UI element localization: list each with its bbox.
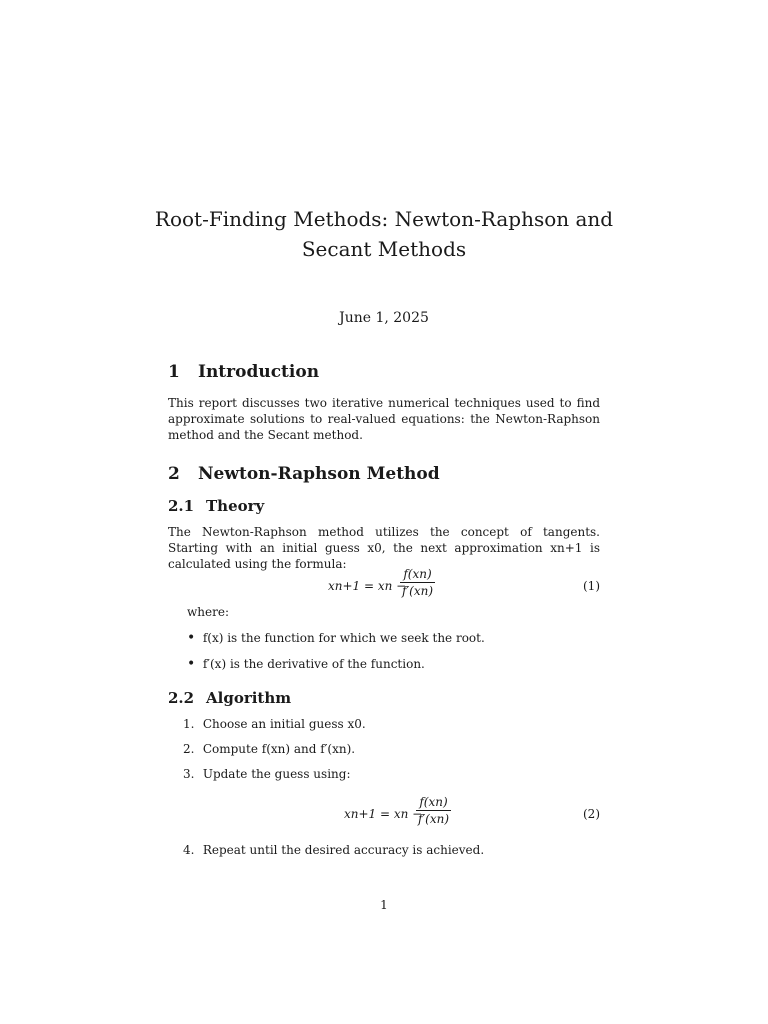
step-number: 2. <box>183 742 195 756</box>
section-number: 2 <box>168 464 180 484</box>
fraction-numerator: f(xn) <box>419 795 448 809</box>
fraction-denominator: f′(xn) <box>402 584 434 598</box>
section-title: Newton-Raphson Method <box>198 464 440 484</box>
step-text: Update the guess using: <box>202 767 351 781</box>
equation-1 <box>168 566 600 606</box>
subsection-title: Algorithm <box>206 689 292 707</box>
subsection-number: 2.2 <box>168 689 195 707</box>
list-item <box>183 767 350 781</box>
equation-number: (1) <box>583 579 600 593</box>
equation-fraction <box>400 566 435 599</box>
step-text: Compute f(xn) and f′(xn). <box>202 742 356 756</box>
step-text: Choose an initial guess x0. <box>202 717 366 731</box>
step-number: 1. <box>183 717 195 731</box>
fraction-denominator: f′(xn) <box>418 812 450 826</box>
list-item <box>183 843 484 857</box>
bullet-text: f(x) is the function for which we seek the root. <box>202 631 485 645</box>
equation-lhs: xn+1 = xn − <box>344 807 423 821</box>
paper-date: June 1, 2025 <box>339 310 429 326</box>
step-number: 3. <box>183 767 195 781</box>
bullet-text: f′(x) is the derivative of the function. <box>202 657 425 671</box>
bullet-dot: • <box>187 656 196 672</box>
bullet-dot: • <box>187 630 196 646</box>
section-number: 1 <box>168 362 180 382</box>
section-title: Introduction <box>198 362 320 382</box>
equation-lhs: xn+1 = xn − <box>328 579 407 593</box>
list-item <box>183 742 355 756</box>
subsection-heading-theory <box>168 497 264 515</box>
title-line-1: Root-Finding Methods: Newton-Raphson and <box>154 207 614 231</box>
equation-number: (2) <box>583 807 600 821</box>
equation-2 <box>168 794 600 834</box>
section-heading-newton-raphson <box>168 464 440 484</box>
step-number: 4. <box>183 843 195 857</box>
list-item <box>183 717 366 731</box>
title-line-2: Secant Methods <box>301 237 467 261</box>
list-item <box>187 656 425 672</box>
section-heading-introduction <box>168 362 319 382</box>
page-number: 1 <box>380 898 388 912</box>
step-text: Repeat until the desired accuracy is achieved. <box>202 843 485 857</box>
theory-paragraph: The Newton-Raphson method utilizes the concept of tangents. Starting with an initial guess x0, the next approximation xn+1 is calculated using the formula: <box>168 525 600 571</box>
equation-fraction <box>416 794 451 827</box>
fraction-numerator: f(xn) <box>403 567 432 581</box>
subsection-title: Theory <box>206 497 265 515</box>
subsection-number: 2.1 <box>168 497 195 515</box>
intro-paragraph: This report discusses two iterative numerical techniques used to find approximate solutions to real-valued equations: the Newton-Raphson method and the Secant method. <box>168 396 600 442</box>
where-label: where: <box>187 605 229 619</box>
subsection-heading-algorithm <box>168 689 291 707</box>
paper-title <box>0 204 768 264</box>
list-item <box>187 630 485 646</box>
